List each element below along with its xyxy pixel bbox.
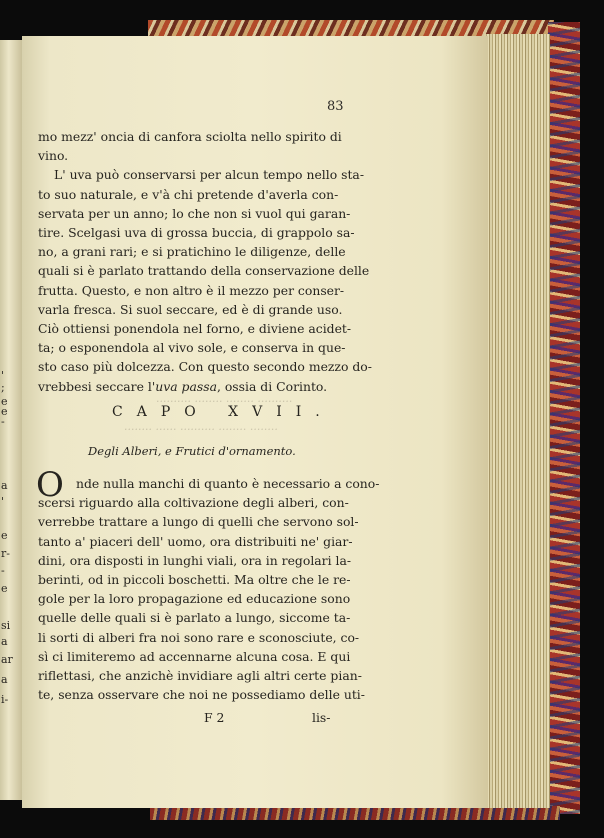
text-line: Ciò ottiensi ponendola nel forno, e diviene acidet- bbox=[38, 321, 352, 336]
left-page-fragment: ' bbox=[1, 495, 5, 508]
text-line: berinti, od in piccoli boschetti. Ma oltre che le re- bbox=[38, 572, 351, 587]
left-page-fragment: e bbox=[1, 582, 8, 595]
text-line: verrebbe trattare a lungo di quelli che servono sol- bbox=[38, 514, 359, 530]
marbled-bottom-edge bbox=[150, 806, 560, 820]
left-page-fragment: si bbox=[1, 619, 11, 632]
catchword: lis- bbox=[312, 710, 331, 726]
text-line: varla fresca. Si suol seccare, ed è di grande uso. bbox=[38, 301, 343, 317]
signature-mark: F 2 bbox=[204, 710, 225, 726]
left-page-fragment: ; bbox=[1, 381, 5, 394]
text-line: ta; o esponendola al vivo sole, e conserva in que- bbox=[38, 340, 346, 356]
text-line: te, senza osservare che noi ne possediamo delle uti- bbox=[38, 687, 365, 703]
text-line: to suo naturale, e v'à chi pretende d'averla con- bbox=[38, 186, 339, 202]
text-line: nde nulla manchi di quanto è necessario a cono- bbox=[76, 476, 380, 491]
drop-cap: O bbox=[36, 465, 64, 505]
text-line: mo mezz' oncia di canfora sciolta nello spirito di bbox=[38, 129, 342, 144]
text-line: frutta. Questo, e non altro è il mezzo per conser- bbox=[38, 282, 345, 298]
left-page-fragment: e bbox=[1, 405, 8, 418]
chapter-subtitle: Degli Alberi, e Frutici d'ornamento. bbox=[88, 444, 296, 458]
text-line: scersi riguardo alla coltivazione degli alberi, con- bbox=[38, 495, 349, 511]
text-line: sto caso più dolcezza. Con questo secondo mezzo do- bbox=[38, 359, 372, 375]
left-page-fragment: r- bbox=[1, 547, 10, 560]
text-line bbox=[38, 378, 351, 394]
left-page-fragment: - bbox=[1, 564, 5, 577]
text-line: riflettasi, che anzichè invidiare agli altri certe pian- bbox=[38, 668, 362, 683]
bleed-through-text: ........ ...... .......... ........ ........ bbox=[124, 420, 278, 433]
text-line: servata per un anno; lo che non si vuol qui garan- bbox=[38, 205, 351, 221]
page-number: 83 bbox=[327, 99, 344, 114]
text-line: vino. bbox=[38, 148, 69, 164]
left-page-fragment: ' bbox=[1, 369, 5, 382]
text-run: , ossia di Corinto. bbox=[216, 378, 328, 394]
text-line: quelle delle quali si è parlato a lungo, siccome ta- bbox=[38, 610, 351, 626]
text-line: gole per la loro propagazione ed educazione sono bbox=[38, 591, 351, 607]
chapter-heading: CAPO XVII. bbox=[112, 404, 334, 420]
bleed-through-text: .......... ........ ........ .......... bbox=[156, 392, 293, 405]
italic-term: uva passa bbox=[155, 378, 217, 394]
left-page-fragment: i- bbox=[1, 693, 9, 706]
left-page-fragment: e bbox=[1, 395, 8, 408]
text-line: dini, ora disposti in lunghi viali, ora in regolari la- bbox=[38, 552, 352, 568]
facing-page-strip bbox=[0, 40, 22, 800]
text-line: L' uva può conservarsi per alcun tempo nello sta- bbox=[54, 167, 365, 183]
left-page-fragment: - bbox=[1, 415, 5, 428]
text-line: no, a grani rari; e si pratichino le diligenze, delle bbox=[38, 244, 346, 260]
text-line: quali si è parlato trattando della conservazione delle bbox=[38, 263, 370, 279]
text-line: tire. Scelgasi uva di grossa buccia, di grappolo sa- bbox=[38, 225, 355, 240]
text-run: vrebbesi seccare l' bbox=[38, 378, 156, 394]
left-page-fragment: e bbox=[1, 529, 8, 542]
text-line: li sorti di alberi fra noi sono rare e sconosciute, co- bbox=[38, 629, 360, 645]
text-line: tanto a' piaceri dell' uomo, ora distribuiti ne' giar- bbox=[38, 533, 353, 549]
left-page-fragment: ar bbox=[1, 653, 13, 666]
left-page-fragment: a bbox=[1, 673, 8, 686]
left-page-fragment: a bbox=[1, 479, 8, 492]
left-page-fragment: a bbox=[1, 635, 8, 648]
page-fore-edge bbox=[484, 34, 550, 808]
text-line: sì ci limiteremo ad accennarne alcuna cosa. E qui bbox=[38, 648, 351, 664]
marbled-right-edge bbox=[548, 22, 580, 814]
